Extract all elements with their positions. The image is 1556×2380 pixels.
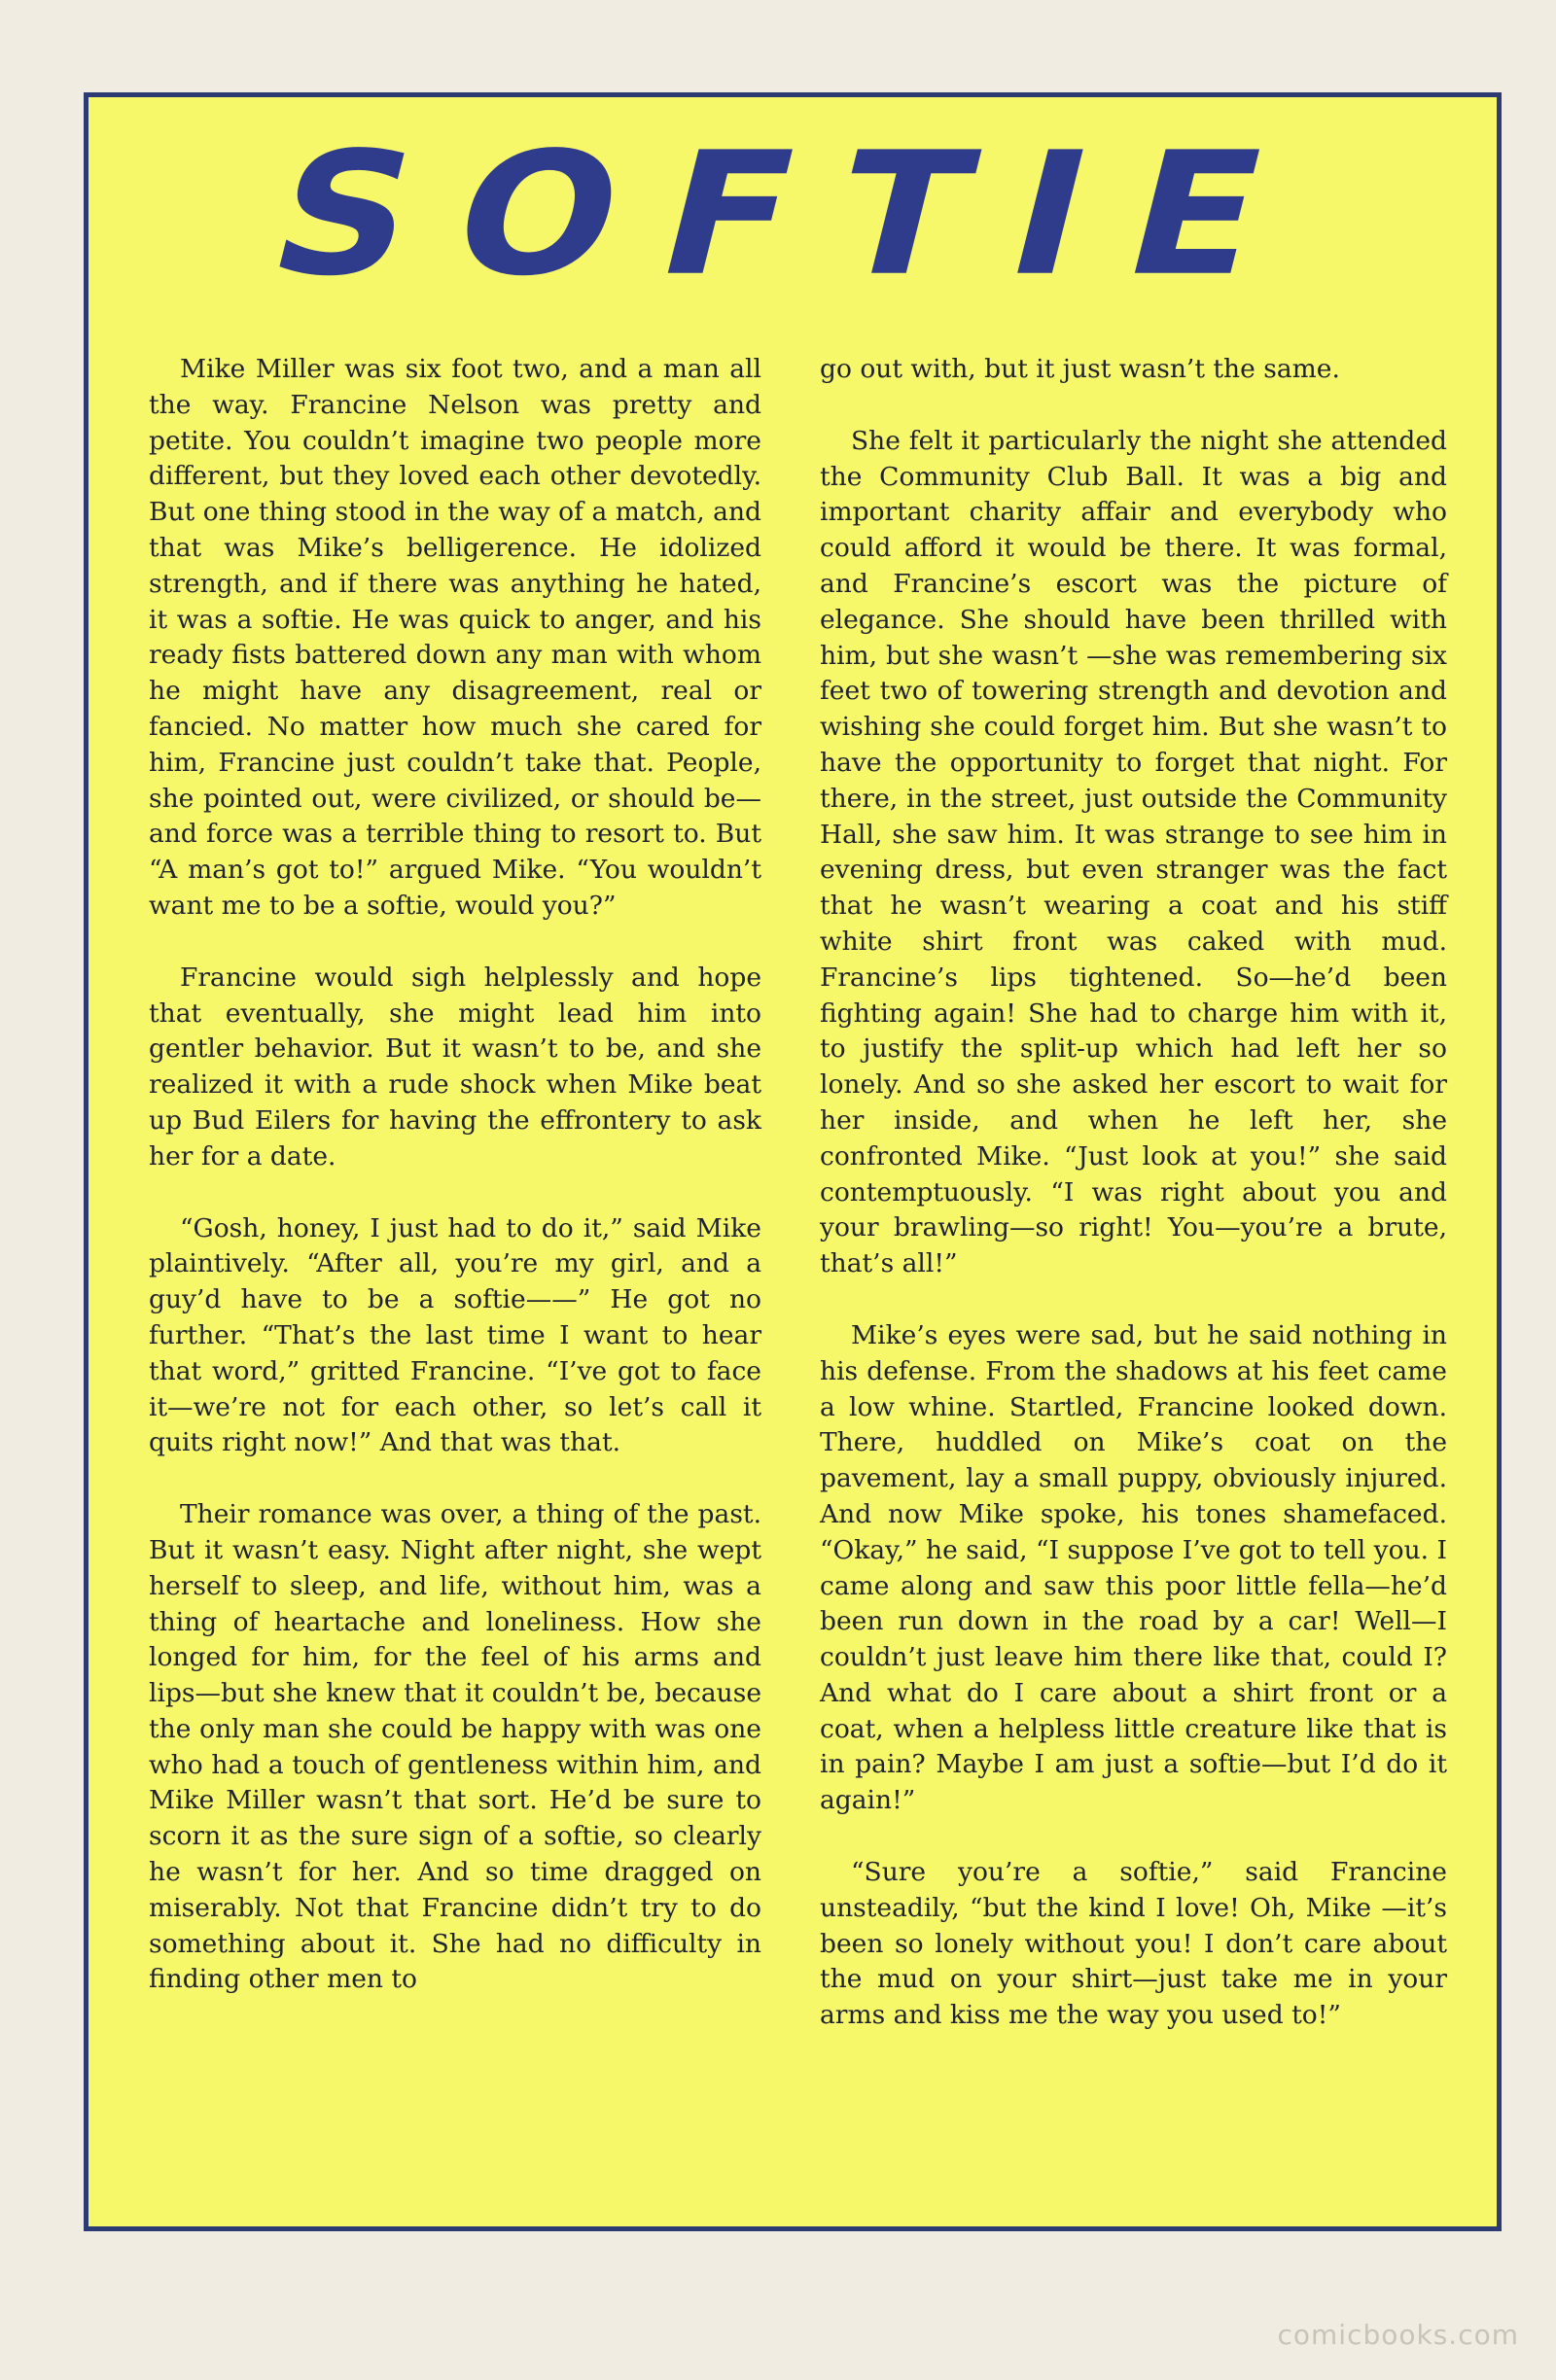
left-column bbox=[149, 352, 761, 2034]
paragraph: Francine would sigh helplessly and hope that eventually, she might lead him into gentler behavior. But it wasn’t to be, and she realized it with a rude shock when Mike beat up Bud Eilers for having the effrontery to ask her for a date. bbox=[149, 962, 761, 1172]
paragraph-continuation: go out with, but it just wasn’t the same. bbox=[820, 354, 1340, 384]
paragraph: Mike Miller was six foot two, and a man all the way. Francine Nelson was pretty and petite. You couldn’t imagine two people more different, but they loved each other devotedly. But one thing stood in the way of a match, and that was Mike’s belligerence. He idolized strength, and if there was anything he hated, it was a softie. He was quick to anger, and his ready fists battered down any man with whom he might have any disagreement, real or fancied. No matter how much she cared for him, Francine just couldn’t take that. People, she pointed out, were civilized, or should be—and force was a terrible thing to resort to. But “A man’s got to!” argued Mike. “You wouldn’t want me to be a softie, would you?” bbox=[149, 354, 761, 921]
paragraph: “Gosh, honey, I just had to do it,” said Mike plaintively. “After all, you’re my girl, and a guy’d have to be a softie——” He got no further. “That’s the last time I want to hear that word,” gritted Francine. “I’ve got to face it—we’re not for each other, so let’s call it quits right now!” And that was that. bbox=[149, 1212, 761, 1458]
site-watermark: comicbooks.com bbox=[1277, 2319, 1519, 2351]
right-column bbox=[820, 352, 1447, 2070]
story-title: SOFTIE bbox=[253, 115, 1332, 314]
story-panel bbox=[84, 92, 1502, 2231]
paragraph: Their romance was over, a thing of the past. But it wasn’t easy. Night after night, she wept herself to sleep, and life, without him, was a thing of heartache and loneliness. How she longed for him, for the feel of his arms and lips—but she knew that it couldn’t be, because the only man she could be happy with was one who had a touch of gentleness within him, and Mike Miller wasn’t that sort. He’d be sure to scorn it as the sure sign of a softie, so clearly he wasn’t for her. And so time dragged on miserably. Not that Francine didn’t try to do something about it. She had no difficulty in finding other men to bbox=[149, 1499, 761, 1995]
paragraph: “Sure you’re a softie,” said Francine unsteadily, “but the kind I love! Oh, Mike —it’s been so lonely without you! I don’t care about the mud on your shirt—just take me in your arms and kiss me the way you used to!” bbox=[820, 1857, 1447, 2031]
paragraph: She felt it particularly the night she attended the Community Club Ball. It was a big and important charity affair and everybody who could afford it would be there. It was formal, and Francine’s escort was the picture of elegance. She should have been thrilled with him, but she wasn’t —she was remembering six feet two of towering strength and devotion and wishing she could forget him. But she wasn’t to have the opportunity to forget that night. For there, in the street, just outside the Community Hall, she saw him. It was strange to see him in evening dress, but even stranger was the fact that he wasn’t wearing a coat and his stiff white shirt front was caked with mud. Francine’s lips tightened. So—he’d been fighting again! She had to charge him with it, to justify the split-up which had left her so lonely. And so she asked her escort to wait for her inside, and when he left her, she confronted Mike. “Just look at you!” she said contemptuously. “I was right about you and your brawling—so right! You—you’re a brute, that’s all!” bbox=[820, 425, 1447, 1279]
paragraph: Mike’s eyes were sad, but he said nothing in his defense. From the shadows at his feet came a low whine. Startled, Francine looked down. There, huddled on Mike’s coat on the pavement, lay a small puppy, obviously injured. And now Mike spoke, his tones shamefaced. “Okay,” he said, “I suppose I’ve got to tell you. I came along and saw this poor little fella—he’d been run down in the road by a car! Well—I couldn’t just leave him there like that, could I? And what do I care about a shirt front or a coat, when a helpless little creature like that is in pain? Maybe I am just a softie—but I’d do it again!” bbox=[820, 1319, 1447, 1816]
